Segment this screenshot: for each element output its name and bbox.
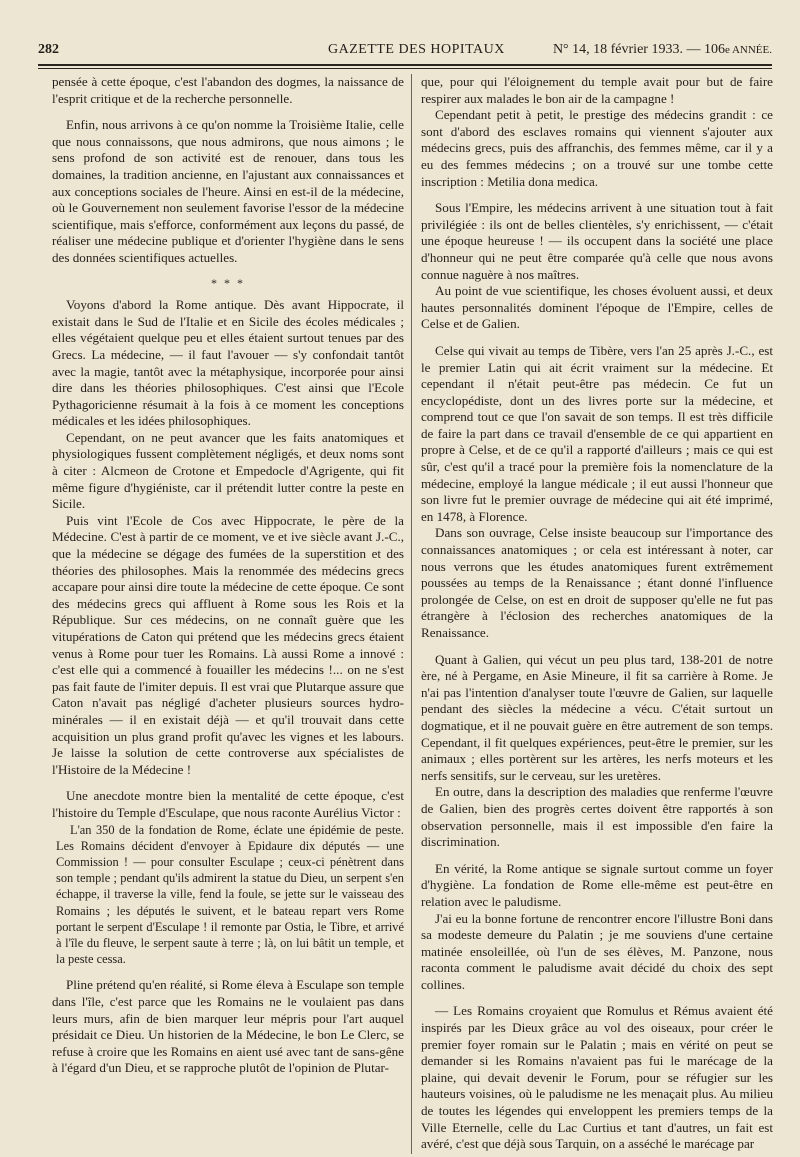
paragraph: Cependant, on ne peut avancer que les faits anatomiques et physiologiques fussent complètement négligés, et deux noms sont à citer : Alcmeon de Crotone et Empedocle d'Agrigente, qui fit même figure d'hygiéniste, car il prétendit lutter contre la peste en Sicile. [52,429,404,512]
section-separator: * * * [211,275,245,290]
header-rule-thin [38,68,772,69]
paragraph: En vérité, la Rome antique se signale surtout comme un foyer d'hygiène. La fondation de Rome elle-même est peut-être en relation avec le paludisme. [421,860,773,909]
paragraph: Puis vint l'Ecole de Cos avec Hippocrate, le père de la Médecine. C'est à partir de ce moment, ve et ive siècle avant J.-C., que la médecine se dégage des fumées de la superstition et des théories des philosophes. Mais la renommée des médecins grecs accapare pour ainsi dire toute la médecine de cette époque. Ce sont des médecins grecs qui affluent à Rome sous les Rois et la République. Sur ces médecins, on ne connaît guère que les vitupérations de Caton qui prétend que les médecins grecs étaient venus à Rome pour tuer les Romains. Là aussi Rome a innové : c'est elle qui a commencé à fouailler les médecins !... on ne s'est pas fait faute de l'imiter depuis. Il est vrai que Plutarque assure que Caton n'avait pas négligé d'acheter plusieurs sources hydro-minérales — il en existait déjà — et qu'il trouvait dans cette acquisition un plus grand profit qu'avec les vignes et les labours. Je laisse la solution de cette controverse aux spécialistes de l'Histoire de la Médecine ! [52,512,404,777]
paragraph: J'ai eu la bonne fortune de rencontrer encore l'illustre Boni dans sa modeste demeure du Palatin ; je me souviens d'une certaine matinée ensoleillée, où l'un de ses élèves, M. Panzone, nous raconta comment le paludisme avait décidé du choix des sept collines. [421,910,773,992]
paragraph: que, pour qui l'éloignement du temple avait pour but de faire respirer aux malades le bon air de la campagne ! [421,74,773,106]
page-header [38,38,772,62]
year-label: e ANNÉE. [724,44,772,56]
paragraph: pensée à cette époque, c'est l'abandon des dogmes, la naissance de l'esprit critique et de la recherche personnelle. [52,74,404,106]
paragraph: Pline prétend qu'en réalité, si Rome éleva à Esculape son temple dans l'île, c'est parce que les Romains ne le voulaient pas dans leurs murs, afin de bien marquer leur mépris pour l'art auquel présidait ce Dieu. Un historien de la Médecine, le bon Le Clerc, se refuse à croire que les Romains en aient usé avec tant de sans-gêne à l'égard d'un Dieu, et se rapproche plutôt de l'opinion de Plutar- [52,977,404,1076]
issue-number-date: N° 14, 18 février 1933. — 106 [552,42,725,57]
page-number: 282 [38,42,59,57]
paragraph: Quant à Galien, qui vécut un peu plus tard, 138-201 de notre ère, né à Pergame, en Asie Mineure, il fit sa carrière à Rome. Je n'ai pas l'intention d'analyser toute l'œuvre de Galien, sur laquelle pendant des siècles la médecine a vécu. C'était surtout un dogmatique, et il ne pouvait guère en être autrement de son temps. Cependant, il fit quelques expériences, peut-être le premier, sur les animaux ; elles portèrent sur les artères, les nerfs moteurs et les nerfs sensitifs, sur le cerveau, sur les uretères. [421,651,773,783]
quotation: L'an 350 de la fondation de Rome, éclate une épidémie de peste. Les Romains décident d'envoyer à Epidaure dix députés — une Commission ! — pour consulter Esculape ; ceux-ci pénètrent dans son temple ; pendant qu'ils admirent la statue du Dieu, un serpent s'en échappe, il traverse la ville, fend la foule, se jette sur le vaisseau des Romains ; les députés le suivent, et le bateau repart vers Rome portant le serpent d'Esculape ! il remonte par Ostia, le Tibre, et arrivé à l'île du fleuve, le serpent saute à terre ; là, on lui bâtit un temple, et la peste cessa. [56,822,404,967]
right-column [421,74,773,1153]
paragraph: Voyons d'abord la Rome antique. Dès avant Hippocrate, il existait dans le Sud de l'Italie et en Sicile des écoles médicales ; elles végétaient quelque peu et elles étaient surtout tenues par des Grecs. La médecine, — il faut l'avouer — s'y confondait tantôt avec la magie, tantôt avec la métaphysique, incorporée pour ainsi dire dans les théories philosophiques. C'est ainsi que l'Ecole Pythagoricienne résumait à la fois à ce moment les conceptions médicales et les idées philosophiques. [52,297,404,429]
journal-title: GAZETTE DES HOPITAUX [328,42,505,57]
paragraph: — Les Romains croyaient que Romulus et Rémus avaient été inspirés par les Dieux grâce au vol des oiseaux, pour créer le premier foyer romain sur le Palatin ; mais en vérité on peut se demander si les Romains n'avaient pas fui le marécage de la plaine, qui devait devenir le Forum, pour se réfugier sur les hauteurs voisines, où le paludisme ne les menaçait plus. Au milieu de toutes les légendes qui enveloppent les premiers temps de la Ville Eternelle, celle du Lac Curtius et tant d'autres, un fait est avéré, c'est que déjà sous Tarquin, on a asséché le marécage par [421,1003,773,1152]
header-rule [38,64,772,66]
paragraph: Au point de vue scientifique, les choses évoluent aussi, et deux hautes personnalités dominent l'époque de l'Empire, celles de Celse et de Galien. [421,283,773,332]
paragraph: Une anecdote montre bien la mentalité de cette époque, c'est l'histoire du Temple d'Esculape, que nous raconte Aurélius Victor : [52,788,404,820]
paragraph: Cependant petit à petit, le prestige des médecins grandit : ce sont d'abord des esclaves romains qui viennent s'ajouter aux médecins grecs, puis des affranchis, des femmes même, car il y a eu des femmes médecins ; on a trouvé sur une tombe cette inscription : Metilia dona medica. [421,107,773,189]
paragraph: Sous l'Empire, les médecins arrivent à une situation tout à fait privilégiée : ils ont de belles clientèles, s'y enrichissent, — c'était une époque heureuse ! — ils occupent dans la société une place d'honneur qui ne peut être comparée qu'à celle que nous avons connue naguère à nos maîtres. [421,200,773,282]
paragraph: Dans son ouvrage, Celse insiste beaucoup sur l'importance des connaissances anatomiques ; or cela est intéressant à noter, car nous verrons que les études anatomiques furent extrêmement poussées au temps de la Renaissance ; étant donné l'influence prolongée de Celse, on est en droit de supposer qu'elle ne fut pas étrangère à l'éclosion des recherches anatomiques de la Renaissance. [421,525,773,640]
issue-info [553,42,772,58]
paragraph: Celse qui vivait au temps de Tibère, vers l'an 25 après J.-C., est le premier Latin qui ait écrit vraiment sur la médecine. Et cependant il n'était peut-être pas médecin. Ce fut un encyclopédiste, dont un des livres porte sur la médecine, et comprend tout ce que l'on savait de son temps. Il est très difficile de faire la part dans ce travail d'ensemble de ce qui appartient en propre à Celse, et de ce qu'il a rapporté d'ailleurs ; mais ce qui est sûr, c'est qu'il a tracé pour la première fois la nomenclature de la médecine, employé la langue médicale ; il eut aussi l'honneur que son livre fut le premier ouvrage de médecine qui ait été imprimé, en 1478, à Florence. [421,342,773,524]
column-divider [411,74,412,1154]
paragraph: En outre, dans la description des maladies que renferme l'œuvre de Galien, bien des progrès certes doivent être rapportés à son observation personnelle, mais il est impossible d'en faire la discrimination. [421,784,773,850]
paragraph: Enfin, nous arrivons à ce qu'on nomme la Troisième Italie, celle que nous connaissons, que nous admirons, que nous aimons ; le sens profond de son activité est de renouer, dans tous les domaines, la tradition ancienne, en l'ajustant aux connaissances et aux conceptions sociales de l'heure. Ainsi en est-il de la médecine, où le Gouvernement non seulement favorise l'essor de la médecine scientifique, mais s'efforce, conformément aux leçons du passé, de réaliser une médecine publique et d'orienter l'hygiène dans le sens des données scientifiques actuelles. [52,117,404,265]
left-column [52,74,404,1077]
